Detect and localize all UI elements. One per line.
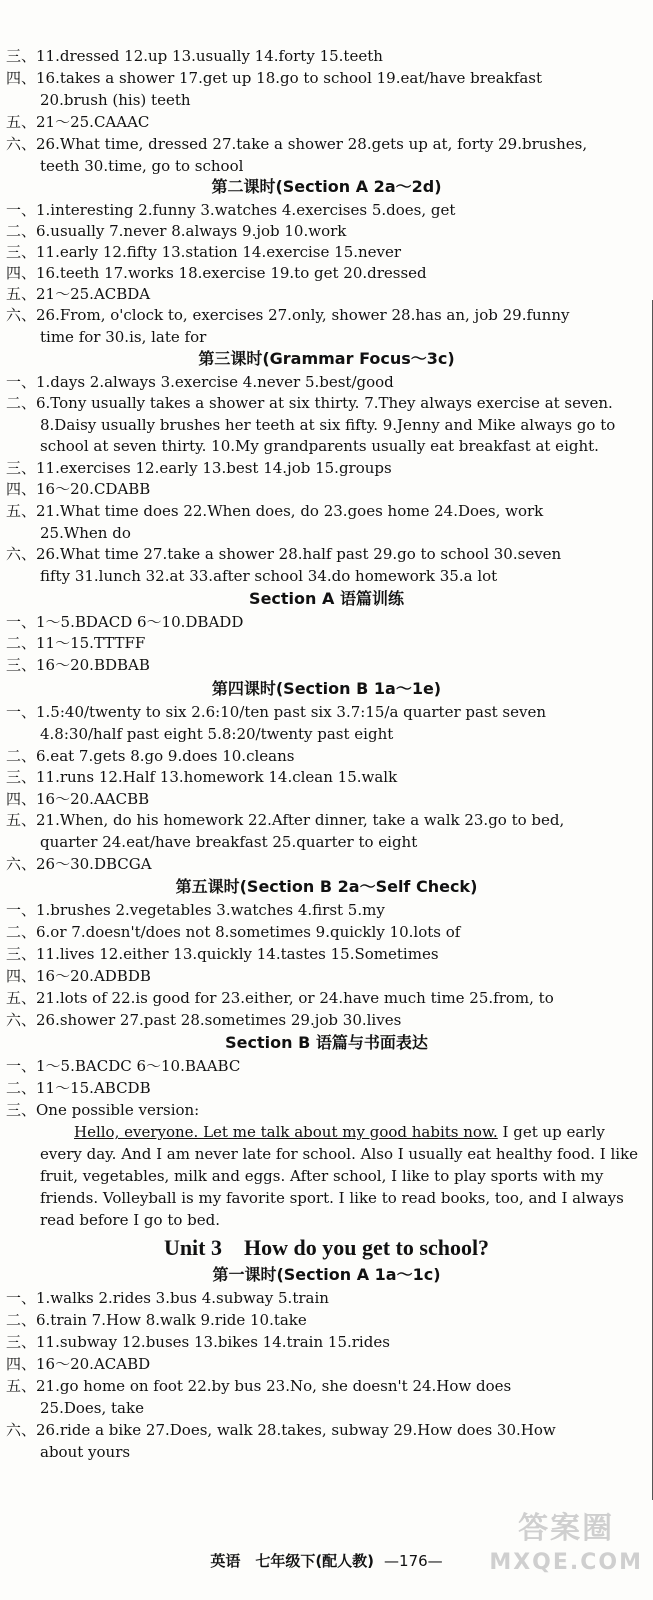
watermark-url: MXQE.COM	[489, 1550, 643, 1575]
answer-line: 25.When do	[40, 524, 131, 542]
answer-line: 五、21～25.ACBDA	[6, 285, 151, 303]
watermark-logo	[489, 1512, 643, 1580]
answer-line: 三、11.runs 12.Half 13.homework 14.clean 15.walk	[6, 768, 398, 786]
section-heading: 第四课时(Section B 1a～1e)	[211, 679, 442, 698]
answer-line: 一、1.5:40/twenty to six 2.6:10/ten past six 3.7:15/a quarter past seven	[6, 703, 547, 721]
section-heading: 第一课时(Section A 1a～1c)	[212, 1265, 441, 1284]
section-heading: 第三课时(Grammar Focus～3c)	[198, 349, 455, 368]
answer-line: 一、1.days 2.always 3.exercise 4.never 5.best/good	[6, 373, 394, 391]
answer-line: 六、26.What time 27.take a shower 28.half past 29.go to school 30.seven	[6, 545, 562, 563]
answer-line: 二、11～15.ABCDB	[6, 1079, 151, 1097]
essay-line: read before I go to bed.	[40, 1211, 221, 1229]
answer-line: 二、6.train 7.How 8.walk 9.ride 10.take	[6, 1311, 307, 1329]
essay-underlined-opening: Hello, everyone. Let me talk about my good habits now.	[74, 1123, 498, 1141]
answer-line: 三、16～20.BDBAB	[6, 656, 150, 674]
answer-line: 五、21～25.CAAAC	[6, 113, 150, 131]
footer-label: 英语 七年级下(配人教)	[210, 1552, 375, 1570]
answer-line: 一、1～5.BACDC 6～10.BAABC	[6, 1057, 241, 1075]
answer-line: time for 30.is, late for	[40, 328, 207, 346]
essay-line	[74, 1122, 645, 1142]
answer-line: 一、1.walks 2.rides 3.bus 4.subway 5.train	[6, 1289, 329, 1307]
unit-title: Unit 3 How do you get to school?	[163, 1235, 490, 1260]
answer-line: 六、26.What time, dressed 27.take a shower 28.gets up at, forty 29.brushes,	[6, 135, 588, 153]
answer-line: 三、11.subway 12.buses 13.bikes 14.train 15.rides	[6, 1333, 390, 1351]
answer-line: 五、21.When, do his homework 22.After dinner, take a walk 23.go to bed,	[6, 811, 565, 829]
answer-line: quarter 24.eat/have breakfast 25.quarter to eight	[40, 833, 418, 851]
answer-line: 四、16～20.CDABB	[6, 480, 151, 498]
essay-text: I get up early	[497, 1123, 605, 1141]
answer-line: teeth 30.time, go to school	[40, 157, 244, 175]
answer-line: 四、16～20.ACABD	[6, 1355, 151, 1373]
essay-line: fruit, vegetables, milk and eggs. After school, I like to play sports with my	[40, 1167, 604, 1185]
answer-line: 二、6.usually 7.never 8.always 9.job 10.work	[6, 222, 347, 240]
answer-line: 二、6.or 7.doesn't/does not 8.sometimes 9.quickly 10.lots of	[6, 923, 461, 941]
answer-line: 四、16～20.AACBB	[6, 790, 150, 808]
section-heading: Section A 语篇训练	[249, 589, 404, 608]
answer-line: 三、11.exercises 12.early 13.best 14.job 15.groups	[6, 459, 392, 477]
answer-line: 8.Daisy usually brushes her teeth at six fifty. 9.Jenny and Mike always go to	[40, 416, 616, 434]
essay-line: friends. Volleyball is my favorite sport. I like to read books, too, and I always	[40, 1189, 624, 1207]
answer-line: 三、11.dressed 12.up 13.usually 14.forty 15.teeth	[6, 47, 383, 65]
section-heading: 第五课时(Section B 2a～Self Check)	[175, 877, 478, 896]
answer-line: 二、6.Tony usually takes a shower at six thirty. 7.They always exercise at seven.	[6, 394, 613, 412]
answer-line: 20.brush (his) teeth	[40, 91, 191, 109]
answer-line: 四、16.teeth 17.works 18.exercise 19.to get 20.dressed	[6, 264, 427, 282]
essay-line: every day. And I am never late for school. Also I usually eat healthy food. I like	[40, 1145, 639, 1163]
answer-line: 二、11～15.TTTFF	[6, 634, 146, 652]
answer-line: 四、16～20.ADBDB	[6, 967, 151, 985]
watermark-text: 答案圈	[518, 1511, 615, 1546]
page-number: —176—	[384, 1552, 443, 1570]
answer-line: 五、21.lots of 22.is good for 23.either, or 24.have much time 25.from, to	[6, 989, 554, 1007]
answer-line: 六、26～30.DBCGA	[6, 855, 152, 873]
section-heading: 第二课时(Section A 2a～2d)	[211, 177, 442, 196]
answer-line: 三、One possible version:	[6, 1101, 200, 1119]
answer-line: 一、1.brushes 2.vegetables 3.watches 4.first 5.my	[6, 901, 385, 919]
answer-line: 一、1～5.BDACD 6～10.DBADD	[6, 613, 244, 631]
answer-line: 一、1.interesting 2.funny 3.watches 4.exercises 5.does, get	[6, 201, 456, 219]
answer-line: 六、26.shower 27.past 28.sometimes 29.job 30.lives	[6, 1011, 402, 1029]
answer-line: 三、11.lives 12.either 13.quickly 14.tastes 15.Sometimes	[6, 945, 439, 963]
answer-line: about yours	[40, 1443, 131, 1461]
answer-line: 4.8:30/half past eight 5.8:20/twenty past eight	[40, 725, 394, 743]
section-heading: Section B 语篇与书面表达	[225, 1033, 428, 1052]
answer-line: 六、26.From, o'clock to, exercises 27.only, shower 28.has an, job 29.funny	[6, 306, 570, 324]
answer-line: fifty 31.lunch 32.at 33.after school 34.do homework 35.a lot	[40, 567, 498, 585]
answer-line: 四、16.takes a shower 17.get up 18.go to school 19.eat/have breakfast	[6, 69, 543, 87]
answer-line: 六、26.ride a bike 27.Does, walk 28.takes, subway 29.How does 30.How	[6, 1421, 556, 1439]
answer-line: school at seven thirty. 10.My grandparents usually eat breakfast at eight.	[40, 437, 599, 455]
answer-line: 三、11.early 12.fifty 13.station 14.exercise 15.never	[6, 243, 402, 261]
answer-line: 二、6.eat 7.gets 8.go 9.does 10.cleans	[6, 747, 295, 765]
answer-line: 五、21.go home on foot 22.by bus 23.No, she doesn't 24.How does	[6, 1377, 512, 1395]
answer-line: 25.Does, take	[40, 1399, 144, 1417]
answer-line: 五、21.What time does 22.When does, do 23.goes home 24.Does, work	[6, 502, 544, 520]
